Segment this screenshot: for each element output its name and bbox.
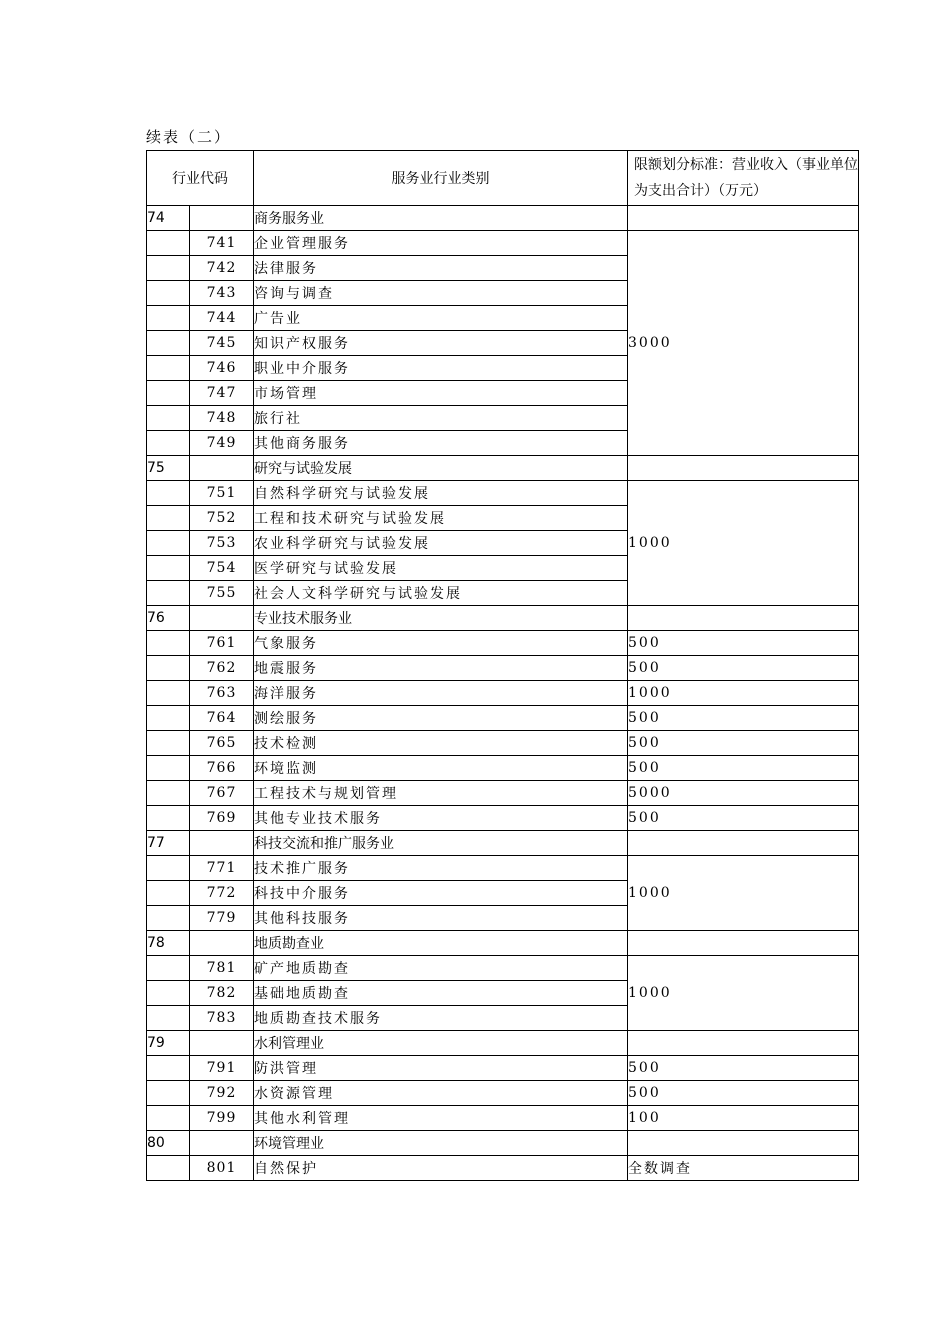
sub-category-code: 783 xyxy=(190,1006,254,1031)
threshold-value: 500 xyxy=(628,731,859,756)
sub-category-code: 753 xyxy=(190,531,254,556)
industry-threshold-table xyxy=(146,150,859,1181)
sub-category-code: 743 xyxy=(190,281,254,306)
empty-cell xyxy=(190,931,254,956)
sub-category-row xyxy=(147,806,859,831)
empty-cell xyxy=(147,431,190,456)
empty-cell xyxy=(147,781,190,806)
empty-cell xyxy=(147,1006,190,1031)
sub-category-name: 水资源管理 xyxy=(254,1081,628,1106)
sub-category-row xyxy=(147,756,859,781)
sub-category-row xyxy=(147,731,859,756)
threshold-value: 500 xyxy=(628,706,859,731)
empty-cell xyxy=(147,656,190,681)
header-threshold-standard: 限额划分标准：营业收入（事业单位为支出合计）（万元） xyxy=(628,151,859,206)
threshold-value: 500 xyxy=(628,631,859,656)
major-category-code: 78 xyxy=(147,931,190,956)
sub-category-name: 矿产地质勘查 xyxy=(254,956,628,981)
empty-cell xyxy=(147,806,190,831)
sub-category-name: 旅行社 xyxy=(254,406,628,431)
empty-cell xyxy=(147,506,190,531)
sub-category-name: 地质勘查技术服务 xyxy=(254,1006,628,1031)
major-category-code: 75 xyxy=(147,456,190,481)
empty-cell xyxy=(147,331,190,356)
major-category-row xyxy=(147,206,859,231)
sub-category-row xyxy=(147,956,859,981)
table-body xyxy=(147,206,859,1181)
sub-category-code: 764 xyxy=(190,706,254,731)
major-category-name: 科技交流和推广服务业 xyxy=(254,831,628,856)
sub-category-code: 792 xyxy=(190,1081,254,1106)
threshold-value: 5000 xyxy=(628,781,859,806)
sub-category-code: 765 xyxy=(190,731,254,756)
sub-category-name: 法律服务 xyxy=(254,256,628,281)
empty-cell xyxy=(147,1106,190,1131)
empty-cell xyxy=(147,256,190,281)
sub-category-code: 754 xyxy=(190,556,254,581)
sub-category-name: 其他科技服务 xyxy=(254,906,628,931)
empty-cell xyxy=(628,831,859,856)
sub-category-name: 工程技术与规划管理 xyxy=(254,781,628,806)
threshold-value: 500 xyxy=(628,1081,859,1106)
sub-category-name: 气象服务 xyxy=(254,631,628,656)
threshold-value: 3000 xyxy=(628,231,859,456)
empty-cell xyxy=(147,1081,190,1106)
major-category-code: 77 xyxy=(147,831,190,856)
major-category-row xyxy=(147,931,859,956)
threshold-value: 全数调查 xyxy=(628,1156,859,1181)
major-category-code: 79 xyxy=(147,1031,190,1056)
sub-category-row xyxy=(147,856,859,881)
threshold-value: 1000 xyxy=(628,956,859,1031)
empty-cell xyxy=(190,456,254,481)
empty-cell xyxy=(147,1056,190,1081)
empty-cell xyxy=(147,481,190,506)
sub-category-code: 748 xyxy=(190,406,254,431)
sub-category-code: 791 xyxy=(190,1056,254,1081)
major-category-name: 研究与试验发展 xyxy=(254,456,628,481)
empty-cell xyxy=(147,531,190,556)
major-category-code: 74 xyxy=(147,206,190,231)
sub-category-name: 自然科学研究与试验发展 xyxy=(254,481,628,506)
empty-cell xyxy=(628,1031,859,1056)
sub-category-row xyxy=(147,1081,859,1106)
sub-category-name: 其他专业技术服务 xyxy=(254,806,628,831)
sub-category-name: 海洋服务 xyxy=(254,681,628,706)
empty-cell xyxy=(147,306,190,331)
sub-category-row xyxy=(147,631,859,656)
sub-category-code: 763 xyxy=(190,681,254,706)
empty-cell xyxy=(147,956,190,981)
sub-category-row xyxy=(147,1106,859,1131)
sub-category-name: 广告业 xyxy=(254,306,628,331)
major-category-row xyxy=(147,1131,859,1156)
sub-category-code: 781 xyxy=(190,956,254,981)
sub-category-code: 761 xyxy=(190,631,254,656)
sub-category-code: 742 xyxy=(190,256,254,281)
sub-category-code: 767 xyxy=(190,781,254,806)
empty-cell xyxy=(190,206,254,231)
sub-category-code: 762 xyxy=(190,656,254,681)
threshold-value: 100 xyxy=(628,1106,859,1131)
sub-category-code: 769 xyxy=(190,806,254,831)
sub-category-code: 746 xyxy=(190,356,254,381)
sub-category-code: 772 xyxy=(190,881,254,906)
sub-category-name: 地震服务 xyxy=(254,656,628,681)
header-service-category: 服务业行业类别 xyxy=(254,151,628,206)
empty-cell xyxy=(147,631,190,656)
major-category-name: 商务服务业 xyxy=(254,206,628,231)
sub-category-name: 其他商务服务 xyxy=(254,431,628,456)
sub-category-row xyxy=(147,781,859,806)
sub-category-code: 766 xyxy=(190,756,254,781)
sub-category-name: 社会人文科学研究与试验发展 xyxy=(254,581,628,606)
sub-category-row xyxy=(147,656,859,681)
sub-category-name: 农业科学研究与试验发展 xyxy=(254,531,628,556)
sub-category-name: 科技中介服务 xyxy=(254,881,628,906)
sub-category-code: 782 xyxy=(190,981,254,1006)
empty-cell xyxy=(190,831,254,856)
empty-cell xyxy=(147,706,190,731)
empty-cell xyxy=(147,406,190,431)
empty-cell xyxy=(147,681,190,706)
sub-category-name: 知识产权服务 xyxy=(254,331,628,356)
empty-cell xyxy=(147,881,190,906)
empty-cell xyxy=(147,581,190,606)
major-category-name: 水利管理业 xyxy=(254,1031,628,1056)
sub-category-name: 职业中介服务 xyxy=(254,356,628,381)
header-industry-code: 行业代码 xyxy=(147,151,254,206)
empty-cell xyxy=(147,381,190,406)
sub-category-name: 基础地质勘查 xyxy=(254,981,628,1006)
table-caption: 续表（二） xyxy=(146,128,232,146)
empty-cell xyxy=(628,456,859,481)
major-category-row xyxy=(147,456,859,481)
sub-category-row xyxy=(147,681,859,706)
empty-cell xyxy=(147,1156,190,1181)
threshold-value: 500 xyxy=(628,1056,859,1081)
sub-category-code: 747 xyxy=(190,381,254,406)
sub-category-code: 779 xyxy=(190,906,254,931)
sub-category-code: 799 xyxy=(190,1106,254,1131)
empty-cell xyxy=(147,731,190,756)
empty-cell xyxy=(147,556,190,581)
sub-category-row xyxy=(147,1156,859,1181)
threshold-value: 1000 xyxy=(628,856,859,931)
threshold-value: 1000 xyxy=(628,681,859,706)
empty-cell xyxy=(190,1131,254,1156)
sub-category-row xyxy=(147,231,859,256)
major-category-row xyxy=(147,1031,859,1056)
major-category-name: 地质勘查业 xyxy=(254,931,628,956)
threshold-value: 500 xyxy=(628,806,859,831)
empty-cell xyxy=(190,1031,254,1056)
empty-cell xyxy=(147,981,190,1006)
sub-category-code: 741 xyxy=(190,231,254,256)
empty-cell xyxy=(147,356,190,381)
empty-cell xyxy=(628,606,859,631)
sub-category-name: 环境监测 xyxy=(254,756,628,781)
major-category-name: 环境管理业 xyxy=(254,1131,628,1156)
sub-category-name: 医学研究与试验发展 xyxy=(254,556,628,581)
threshold-value: 500 xyxy=(628,756,859,781)
sub-category-code: 744 xyxy=(190,306,254,331)
major-category-name: 专业技术服务业 xyxy=(254,606,628,631)
sub-category-name: 咨询与调查 xyxy=(254,281,628,306)
empty-cell xyxy=(628,931,859,956)
major-category-code: 80 xyxy=(147,1131,190,1156)
empty-cell xyxy=(628,206,859,231)
sub-category-name: 市场管理 xyxy=(254,381,628,406)
sub-category-name: 技术推广服务 xyxy=(254,856,628,881)
sub-category-row xyxy=(147,481,859,506)
major-category-code: 76 xyxy=(147,606,190,631)
sub-category-row xyxy=(147,1056,859,1081)
sub-category-row xyxy=(147,706,859,731)
sub-category-code: 745 xyxy=(190,331,254,356)
sub-category-name: 企业管理服务 xyxy=(254,231,628,256)
sub-category-code: 751 xyxy=(190,481,254,506)
table-header-row xyxy=(147,151,859,206)
sub-category-code: 755 xyxy=(190,581,254,606)
threshold-value: 1000 xyxy=(628,481,859,606)
major-category-row xyxy=(147,606,859,631)
empty-cell xyxy=(190,606,254,631)
sub-category-code: 801 xyxy=(190,1156,254,1181)
empty-cell xyxy=(147,756,190,781)
sub-category-name: 自然保护 xyxy=(254,1156,628,1181)
empty-cell xyxy=(628,1131,859,1156)
major-category-row xyxy=(147,831,859,856)
empty-cell xyxy=(147,231,190,256)
sub-category-code: 752 xyxy=(190,506,254,531)
empty-cell xyxy=(147,906,190,931)
sub-category-code: 749 xyxy=(190,431,254,456)
sub-category-name: 测绘服务 xyxy=(254,706,628,731)
empty-cell xyxy=(147,281,190,306)
sub-category-name: 工程和技术研究与试验发展 xyxy=(254,506,628,531)
threshold-value: 500 xyxy=(628,656,859,681)
empty-cell xyxy=(147,856,190,881)
sub-category-code: 771 xyxy=(190,856,254,881)
sub-category-name: 其他水利管理 xyxy=(254,1106,628,1131)
sub-category-name: 技术检测 xyxy=(254,731,628,756)
sub-category-name: 防洪管理 xyxy=(254,1056,628,1081)
